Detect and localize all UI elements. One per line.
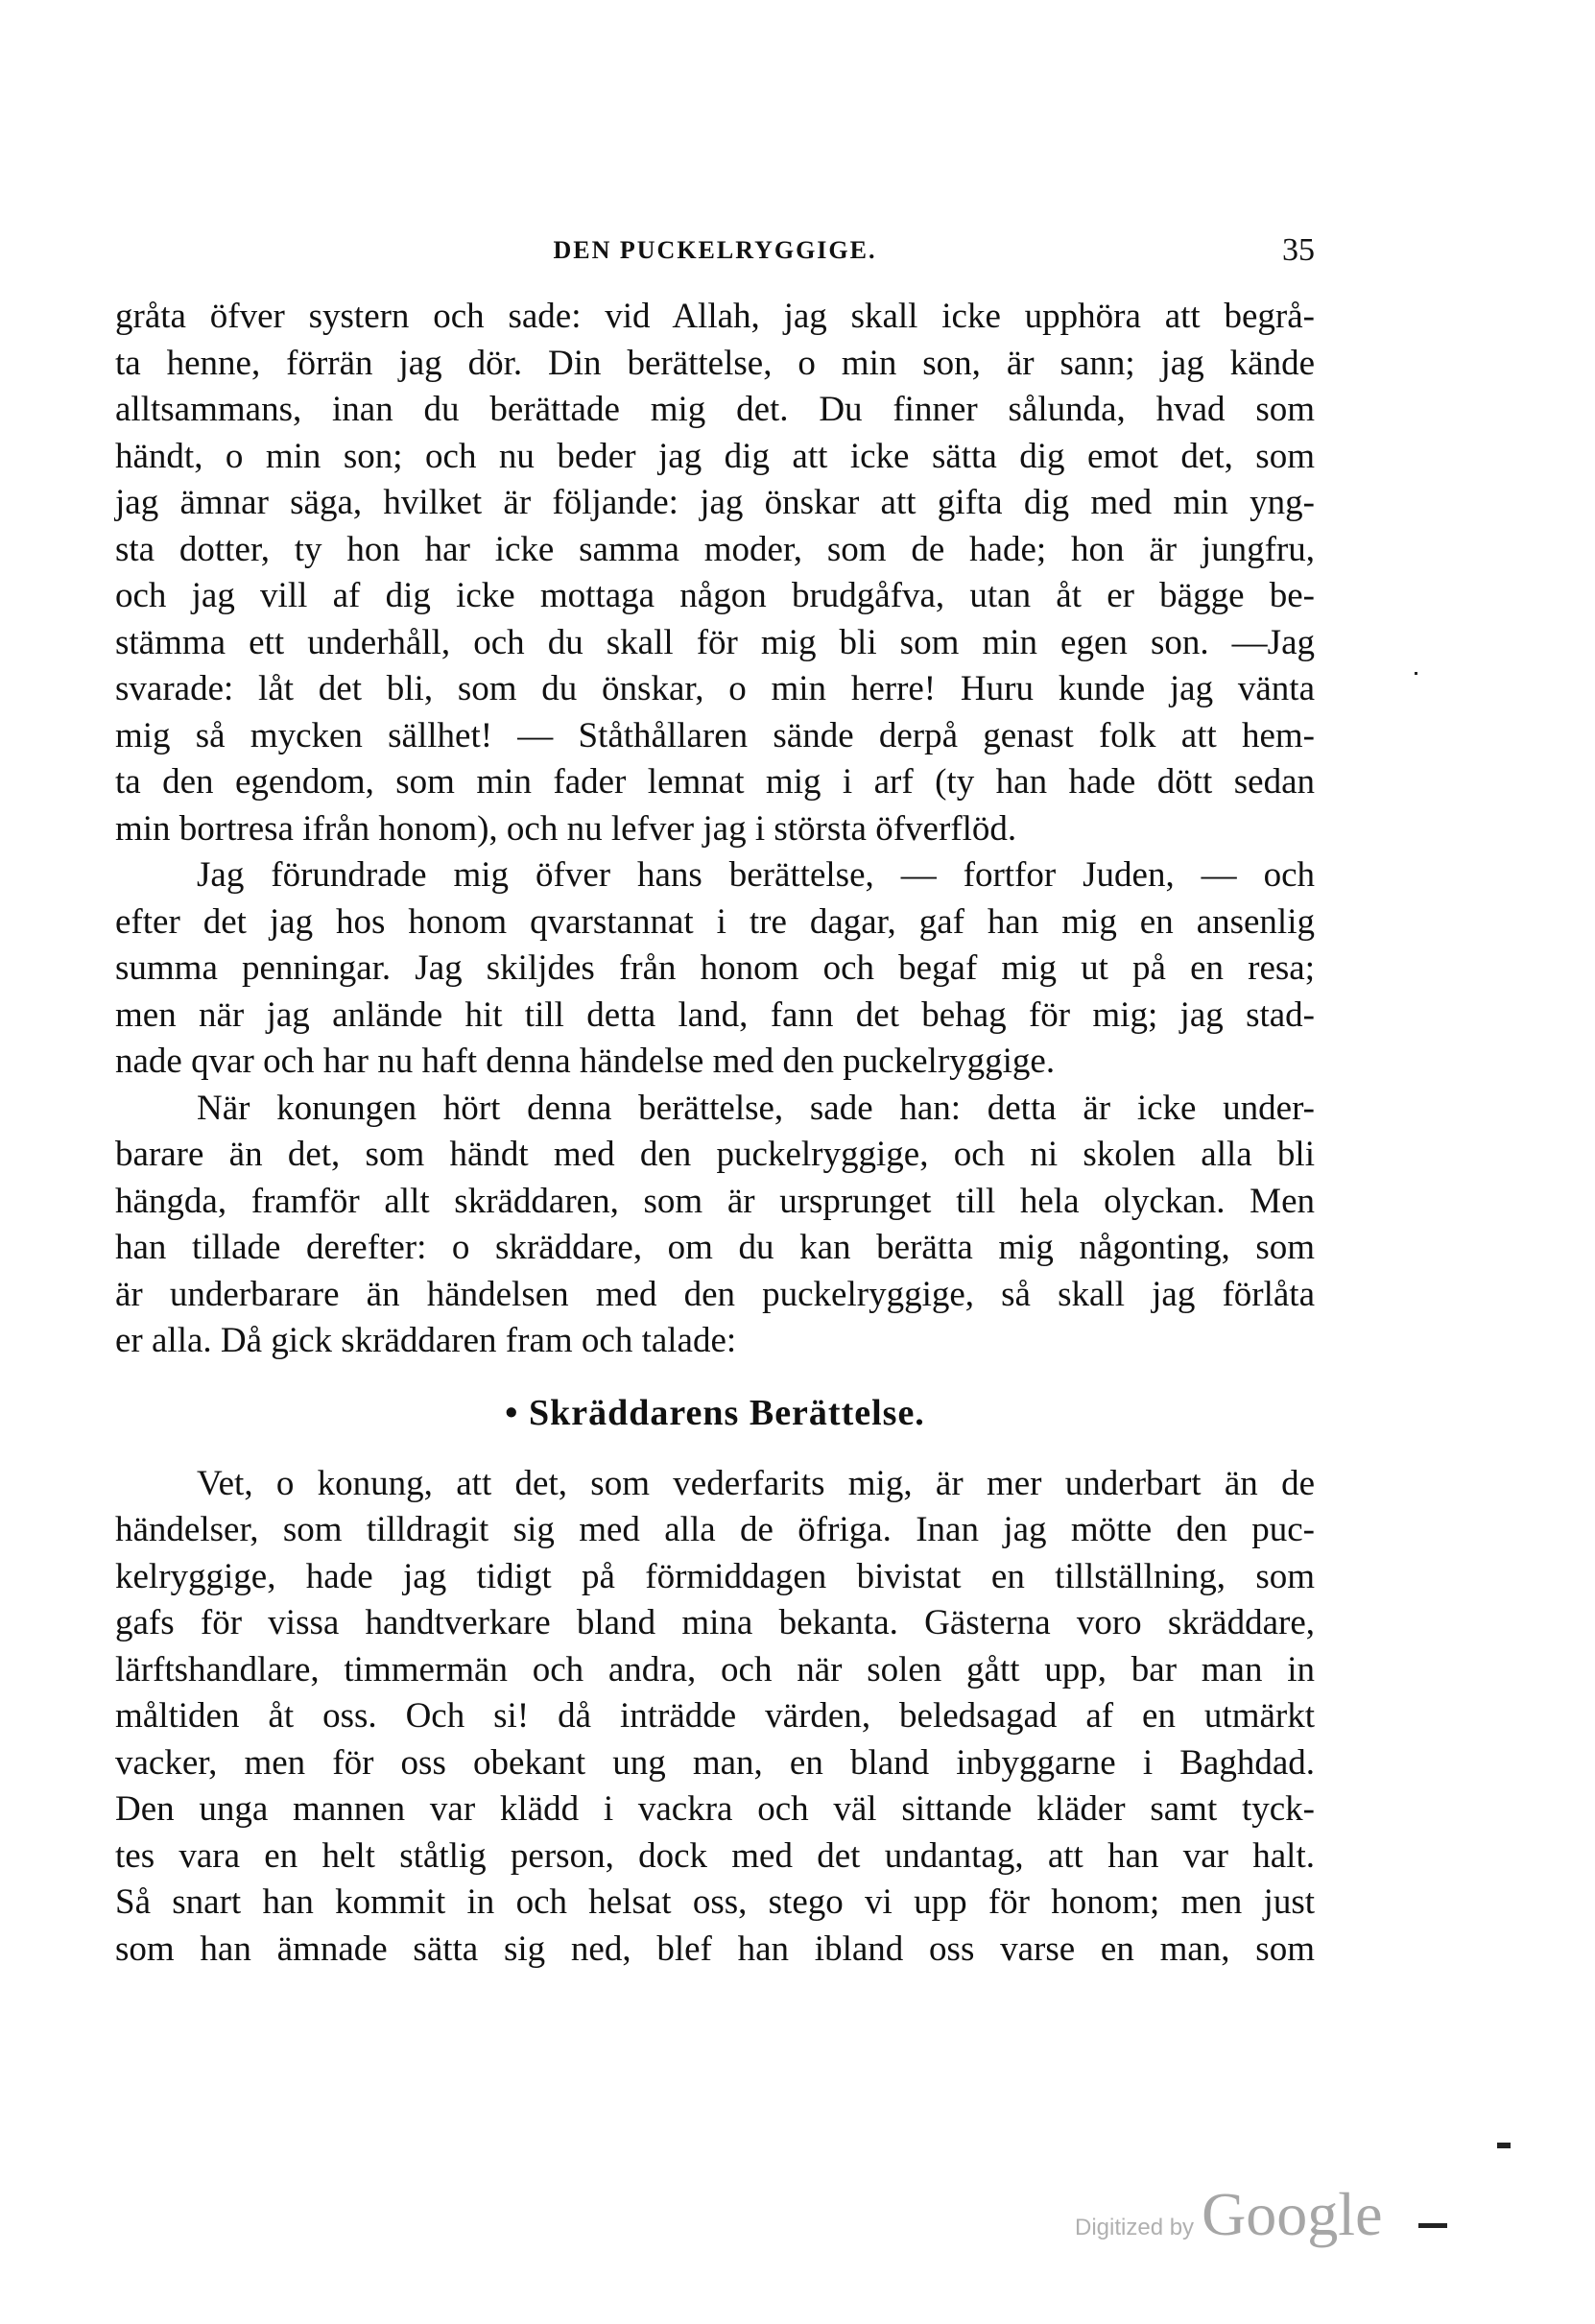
section-heading: • Skräddarens Berättelse. <box>505 1392 925 1433</box>
text-line: ta den egendom, som min fader lemnat mig i arf (ty han hade dött sedan <box>115 762 1315 802</box>
text-line: Den unga mannen var klädd i vackra och väl sittande kläder samt tyck- <box>115 1789 1315 1829</box>
text-line: som han ämnade sätta sig ned, blef han ibland oss varse en man, som <box>115 1929 1315 1969</box>
text-line: min bortresa ifrån honom), och nu lefver jag i största öfverflöd. <box>115 808 1017 849</box>
text-line: summa penningar. Jag skiljdes från honom och begaf mig ut på en resa; <box>115 948 1315 988</box>
text-line: stämma ett underhåll, och du skall för mig bli som min egen son. —Jag <box>115 622 1315 662</box>
running-head: DEN PUCKELRYGGIGE. <box>553 236 877 264</box>
paragraph <box>115 852 1315 1086</box>
text-line: gråta öfver systern och sade: vid Allah, jag skall icke upphöra att begrå- <box>115 297 1315 336</box>
text-line: han tillade derefter: o skräddare, om du kan berätta mig någonting, som <box>115 1228 1315 1267</box>
paragraph <box>115 1086 1315 1365</box>
text-line: jag ämnar säga, hvilket är följande: jag önskar att gifta dig med min yng- <box>115 483 1315 522</box>
text-line: hängda, framför allt skräddaren, som är ursprunget till hela olyckan. Men <box>115 1181 1315 1221</box>
paragraph <box>115 1461 1315 1974</box>
digitized-watermark <box>1075 2179 1401 2256</box>
text-line: Jag förundrade mig öfver hans berättelse, — fortfor Juden, — och <box>197 855 1315 895</box>
text-line: tes vara en helt ståtlig person, dock med det undantag, att han var halt. <box>115 1835 1315 1876</box>
body-text <box>115 294 1315 1973</box>
text-line: vacker, men för oss obekant ung man, en bland inbyggarne i Baghdad. <box>115 1742 1315 1783</box>
text-line: Så snart han kommit in och helsat oss, stego vi upp för honom; men just <box>115 1882 1315 1922</box>
text-line: kelryggige, hade jag tidigt på förmiddagen bivistat en tillställning, som <box>115 1556 1315 1596</box>
page-header <box>115 227 1315 275</box>
text-line: händelser, som tilldragit sig med alla de öfriga. Inan jag mötte den puc- <box>115 1510 1315 1549</box>
text-line: lärftshandlare, timmermän och andra, och när solen gått upp, bar man in <box>115 1649 1315 1689</box>
text-line: ta henne, förrän jag dör. Din berättelse, o min son, är sann; jag kände <box>115 343 1315 383</box>
scan-mark <box>1497 2143 1511 2148</box>
text-line: måltiden åt oss. Och si! då inträdde värden, beledsagad af en utmärkt <box>115 1696 1315 1736</box>
text-line: mig så mycken sällhet! — Ståthållaren sände derpå genast folk att hem- <box>115 715 1315 755</box>
page-number: 35 <box>1282 232 1315 268</box>
text-line: är underbarare än händelsen med den puckelryggige, så skall jag förlåta <box>115 1274 1315 1314</box>
text-line: händt, o min son; och nu beder jag dig att icke sätta dig emot det, som <box>115 436 1315 476</box>
text-line: barare än det, som händt med den puckelryggige, och ni skolen alla bli <box>115 1135 1315 1174</box>
text-line: sta dotter, ty hon har icke samma moder, som de hade; hon är jungfru, <box>115 529 1315 569</box>
paragraph <box>115 294 1315 852</box>
text-line: och jag vill af dig icke mottaga någon brudgåfva, utan åt er bägge be- <box>115 576 1315 615</box>
digitized-by-label: Digitized by <box>1075 2215 1195 2240</box>
text-line: När konungen hört denna berättelse, sade han: detta är icke under- <box>197 1088 1315 1128</box>
text-line: gafs för vissa handtverkare bland mina bekanta. Gästerna voro skräddare, <box>115 1603 1315 1642</box>
google-logo: Google <box>1202 2180 1383 2248</box>
text-line: er alla. Då gick skräddaren fram och talade: <box>115 1321 737 1360</box>
scan-mark <box>1415 672 1417 675</box>
text-line: svarade: låt det bli, som du önskar, o min herre! Huru kunde jag vänta <box>115 669 1315 708</box>
text-line: alltsammans, inan du berättade mig det. Du finner sålunda, hvad som <box>115 390 1315 429</box>
text-line: efter det jag hos honom qvarstannat i tre dagar, gaf han mig en ansenlig <box>115 901 1315 942</box>
scan-mark <box>1418 2223 1447 2228</box>
text-line: Vet, o konung, att det, som vederfarits mig, är mer underbart än de <box>197 1463 1315 1503</box>
text-line: men när jag anlände hit till detta land, fann det behag för mig; jag stad- <box>115 994 1315 1035</box>
text-line: nade qvar och har nu haft denna händelse med den puckelryggige. <box>115 1042 1056 1081</box>
